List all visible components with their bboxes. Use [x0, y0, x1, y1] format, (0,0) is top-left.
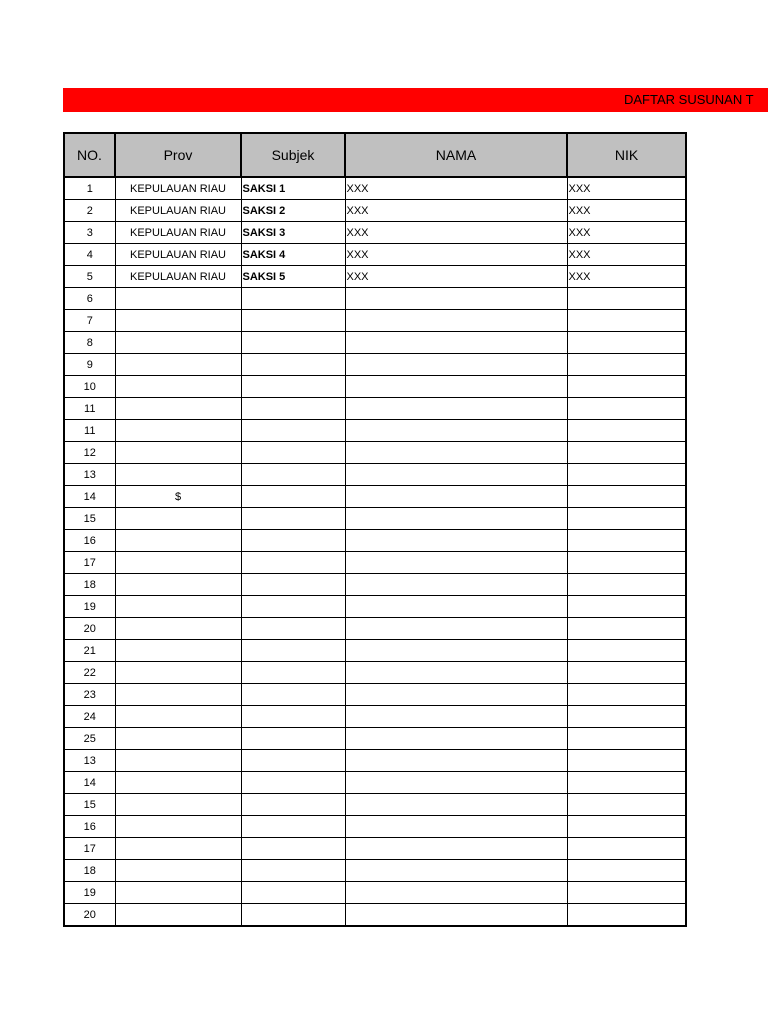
cell-subjek[interactable]: [241, 354, 345, 376]
table-row: [64, 640, 686, 662]
table-row: [64, 177, 686, 200]
cell-subjek[interactable]: [241, 750, 345, 772]
cell-nama[interactable]: [345, 376, 567, 398]
cell-no[interactable]: 20: [64, 904, 115, 927]
cell-subjek[interactable]: [241, 552, 345, 574]
table-body: [64, 177, 686, 926]
cell-nama[interactable]: [345, 816, 567, 838]
cell-no[interactable]: 23: [64, 684, 115, 706]
cell-subjek[interactable]: SAKSI 2: [241, 200, 345, 222]
cell-prov[interactable]: [115, 354, 241, 376]
cell-subjek[interactable]: [241, 486, 345, 508]
cell-nama[interactable]: [345, 332, 567, 354]
table-row: [64, 442, 686, 464]
cell-no[interactable]: 22: [64, 662, 115, 684]
cell-nik[interactable]: [567, 530, 686, 552]
table-row: [64, 838, 686, 860]
cell-nik[interactable]: XXX: [567, 222, 686, 244]
cell-nik[interactable]: [567, 310, 686, 332]
cell-nama[interactable]: [345, 574, 567, 596]
cell-nama[interactable]: XXX: [345, 244, 567, 266]
cell-nama[interactable]: [345, 486, 567, 508]
cell-prov[interactable]: [115, 904, 241, 927]
cell-nik[interactable]: [567, 794, 686, 816]
cell-no[interactable]: 25: [64, 728, 115, 750]
cell-no[interactable]: 5: [64, 266, 115, 288]
cell-prov[interactable]: [115, 794, 241, 816]
cell-nik[interactable]: [567, 486, 686, 508]
cell-nik[interactable]: [567, 838, 686, 860]
cell-nama[interactable]: XXX: [345, 266, 567, 288]
cell-nik[interactable]: [567, 882, 686, 904]
column-header-nama[interactable]: NAMA: [345, 133, 567, 177]
table-row: [64, 266, 686, 288]
table-row: [64, 772, 686, 794]
cell-prov[interactable]: [115, 772, 241, 794]
table-row: [64, 882, 686, 904]
cell-prov[interactable]: [115, 684, 241, 706]
cell-nik[interactable]: [567, 596, 686, 618]
cell-no[interactable]: 14: [64, 486, 115, 508]
cell-prov[interactable]: [115, 728, 241, 750]
cell-prov[interactable]: KEPULAUAN RIAU: [115, 222, 241, 244]
cell-nik[interactable]: XXX: [567, 177, 686, 200]
cell-subjek[interactable]: [241, 398, 345, 420]
cell-no[interactable]: 20: [64, 618, 115, 640]
cell-no[interactable]: 17: [64, 552, 115, 574]
cell-no[interactable]: 9: [64, 354, 115, 376]
cell-prov[interactable]: [115, 662, 241, 684]
cell-subjek[interactable]: [241, 816, 345, 838]
cell-no[interactable]: 19: [64, 596, 115, 618]
cell-subjek[interactable]: [241, 640, 345, 662]
cell-prov[interactable]: [115, 310, 241, 332]
cell-no[interactable]: 18: [64, 574, 115, 596]
cell-nik[interactable]: [567, 376, 686, 398]
table-row: [64, 904, 686, 927]
cell-no[interactable]: 7: [64, 310, 115, 332]
cell-nama[interactable]: [345, 684, 567, 706]
cell-prov[interactable]: [115, 442, 241, 464]
cell-no[interactable]: 15: [64, 794, 115, 816]
cell-nik[interactable]: [567, 574, 686, 596]
cell-prov[interactable]: [115, 596, 241, 618]
cell-prov[interactable]: [115, 706, 241, 728]
cell-nama[interactable]: [345, 310, 567, 332]
cell-nama[interactable]: [345, 354, 567, 376]
table-row: [64, 750, 686, 772]
column-header-nik[interactable]: NIK: [567, 133, 686, 177]
cell-nama[interactable]: [345, 904, 567, 927]
table-row: [64, 552, 686, 574]
table-row: [64, 288, 686, 310]
cell-no[interactable]: 4: [64, 244, 115, 266]
table-row: [64, 728, 686, 750]
table-row: [64, 530, 686, 552]
cell-prov[interactable]: [115, 882, 241, 904]
table-row: [64, 464, 686, 486]
cell-nik[interactable]: [567, 398, 686, 420]
cell-nik[interactable]: [567, 442, 686, 464]
table-row: [64, 398, 686, 420]
cell-no[interactable]: 15: [64, 508, 115, 530]
cell-nik[interactable]: [567, 662, 686, 684]
cell-nik[interactable]: [567, 706, 686, 728]
cell-no[interactable]: 18: [64, 860, 115, 882]
cell-subjek[interactable]: [241, 728, 345, 750]
cell-nama[interactable]: [345, 288, 567, 310]
cell-prov[interactable]: KEPULAUAN RIAU: [115, 266, 241, 288]
cell-nama[interactable]: [345, 530, 567, 552]
cell-subjek[interactable]: [241, 662, 345, 684]
data-table: [63, 132, 687, 927]
cell-prov[interactable]: [115, 288, 241, 310]
cell-subjek[interactable]: SAKSI 3: [241, 222, 345, 244]
cell-no[interactable]: 24: [64, 706, 115, 728]
cell-nama[interactable]: [345, 662, 567, 684]
cell-prov[interactable]: [115, 508, 241, 530]
cell-nama[interactable]: XXX: [345, 222, 567, 244]
table-row: [64, 200, 686, 222]
sheet-title: DAFTAR SUSUNAN T: [624, 92, 754, 107]
cell-nik[interactable]: [567, 728, 686, 750]
cell-no[interactable]: 1: [64, 177, 115, 200]
cell-nama[interactable]: [345, 552, 567, 574]
cell-no[interactable]: 2: [64, 200, 115, 222]
cell-subjek[interactable]: [241, 310, 345, 332]
table-row: [64, 508, 686, 530]
cell-nama[interactable]: [345, 398, 567, 420]
cell-prov[interactable]: [115, 860, 241, 882]
table-row: [64, 376, 686, 398]
cell-subjek[interactable]: [241, 464, 345, 486]
cell-no[interactable]: 16: [64, 530, 115, 552]
column-header-subjek[interactable]: Subjek: [241, 133, 345, 177]
cell-nama[interactable]: [345, 464, 567, 486]
cell-nik[interactable]: [567, 860, 686, 882]
cell-subjek[interactable]: [241, 860, 345, 882]
cell-prov[interactable]: KEPULAUAN RIAU: [115, 177, 241, 200]
table-row: [64, 706, 686, 728]
cell-subjek[interactable]: [241, 288, 345, 310]
cell-prov[interactable]: [115, 376, 241, 398]
table-row: [64, 574, 686, 596]
cell-nik[interactable]: XXX: [567, 200, 686, 222]
column-header-prov[interactable]: Prov: [115, 133, 241, 177]
cell-nama[interactable]: [345, 772, 567, 794]
table-row: [64, 310, 686, 332]
cell-nik[interactable]: [567, 904, 686, 927]
cell-prov[interactable]: [115, 332, 241, 354]
cell-nama[interactable]: [345, 420, 567, 442]
cell-nik[interactable]: [567, 288, 686, 310]
cell-no[interactable]: 11: [64, 420, 115, 442]
cell-subjek[interactable]: [241, 838, 345, 860]
cell-nik[interactable]: [567, 618, 686, 640]
cell-nama[interactable]: [345, 860, 567, 882]
cell-nik[interactable]: [567, 816, 686, 838]
table-row: [64, 244, 686, 266]
cell-prov[interactable]: $: [115, 486, 241, 508]
cell-subjek[interactable]: [241, 574, 345, 596]
cell-subjek[interactable]: [241, 882, 345, 904]
table-row: [64, 816, 686, 838]
table-row: [64, 486, 686, 508]
cell-subjek[interactable]: [241, 596, 345, 618]
cell-nama[interactable]: [345, 640, 567, 662]
table-row: [64, 794, 686, 816]
cell-nama[interactable]: [345, 882, 567, 904]
cell-no[interactable]: 13: [64, 464, 115, 486]
cell-prov[interactable]: [115, 640, 241, 662]
cell-no[interactable]: 16: [64, 816, 115, 838]
cell-no[interactable]: 6: [64, 288, 115, 310]
cell-no[interactable]: 10: [64, 376, 115, 398]
cell-no[interactable]: 8: [64, 332, 115, 354]
cell-subjek[interactable]: SAKSI 1: [241, 177, 345, 200]
cell-nik[interactable]: [567, 508, 686, 530]
header-row: [64, 133, 686, 177]
cell-prov[interactable]: [115, 574, 241, 596]
title-bar: [63, 88, 768, 112]
cell-nik[interactable]: XXX: [567, 244, 686, 266]
cell-subjek[interactable]: [241, 904, 345, 927]
cell-subjek[interactable]: [241, 684, 345, 706]
cell-nik[interactable]: [567, 552, 686, 574]
cell-nik[interactable]: XXX: [567, 266, 686, 288]
cell-prov[interactable]: KEPULAUAN RIAU: [115, 244, 241, 266]
cell-no[interactable]: 12: [64, 442, 115, 464]
cell-nama[interactable]: XXX: [345, 177, 567, 200]
cell-prov[interactable]: [115, 618, 241, 640]
cell-nik[interactable]: [567, 420, 686, 442]
cell-subjek[interactable]: [241, 530, 345, 552]
cell-nama[interactable]: [345, 728, 567, 750]
cell-nama[interactable]: [345, 618, 567, 640]
cell-subjek[interactable]: [241, 332, 345, 354]
cell-prov[interactable]: [115, 552, 241, 574]
cell-nik[interactable]: [567, 464, 686, 486]
cell-nik[interactable]: [567, 332, 686, 354]
cell-nik[interactable]: [567, 354, 686, 376]
cell-subjek[interactable]: SAKSI 5: [241, 266, 345, 288]
cell-subjek[interactable]: [241, 420, 345, 442]
cell-no[interactable]: 13: [64, 750, 115, 772]
table-row: [64, 332, 686, 354]
column-header-no[interactable]: NO.: [64, 133, 115, 177]
table-row: [64, 684, 686, 706]
table-row: [64, 420, 686, 442]
cell-no[interactable]: 14: [64, 772, 115, 794]
cell-nama[interactable]: [345, 508, 567, 530]
table-row: [64, 354, 686, 376]
cell-nama[interactable]: [345, 838, 567, 860]
cell-prov[interactable]: [115, 838, 241, 860]
cell-subjek[interactable]: [241, 794, 345, 816]
cell-subjek[interactable]: SAKSI 4: [241, 244, 345, 266]
cell-subjek[interactable]: [241, 376, 345, 398]
cell-nama[interactable]: [345, 596, 567, 618]
cell-prov[interactable]: [115, 750, 241, 772]
cell-prov[interactable]: [115, 398, 241, 420]
cell-nama[interactable]: [345, 750, 567, 772]
cell-nik[interactable]: [567, 640, 686, 662]
cell-subjek[interactable]: [241, 618, 345, 640]
cell-nama[interactable]: [345, 706, 567, 728]
cell-prov[interactable]: [115, 420, 241, 442]
cell-nama[interactable]: [345, 442, 567, 464]
cell-no[interactable]: 21: [64, 640, 115, 662]
cell-subjek[interactable]: [241, 706, 345, 728]
cell-nama[interactable]: XXX: [345, 200, 567, 222]
cell-nik[interactable]: [567, 750, 686, 772]
cell-nik[interactable]: [567, 772, 686, 794]
cell-no[interactable]: 19: [64, 882, 115, 904]
cell-no[interactable]: 3: [64, 222, 115, 244]
cell-subjek[interactable]: [241, 508, 345, 530]
cell-no[interactable]: 11: [64, 398, 115, 420]
table-row: [64, 860, 686, 882]
cell-subjek[interactable]: [241, 772, 345, 794]
table-row: [64, 222, 686, 244]
cell-nama[interactable]: [345, 794, 567, 816]
cell-prov[interactable]: [115, 530, 241, 552]
cell-subjek[interactable]: [241, 442, 345, 464]
cell-prov[interactable]: [115, 816, 241, 838]
table-row: [64, 618, 686, 640]
cell-no[interactable]: 17: [64, 838, 115, 860]
cell-prov[interactable]: [115, 464, 241, 486]
table-row: [64, 596, 686, 618]
cell-nik[interactable]: [567, 684, 686, 706]
cell-prov[interactable]: KEPULAUAN RIAU: [115, 200, 241, 222]
table-row: [64, 662, 686, 684]
